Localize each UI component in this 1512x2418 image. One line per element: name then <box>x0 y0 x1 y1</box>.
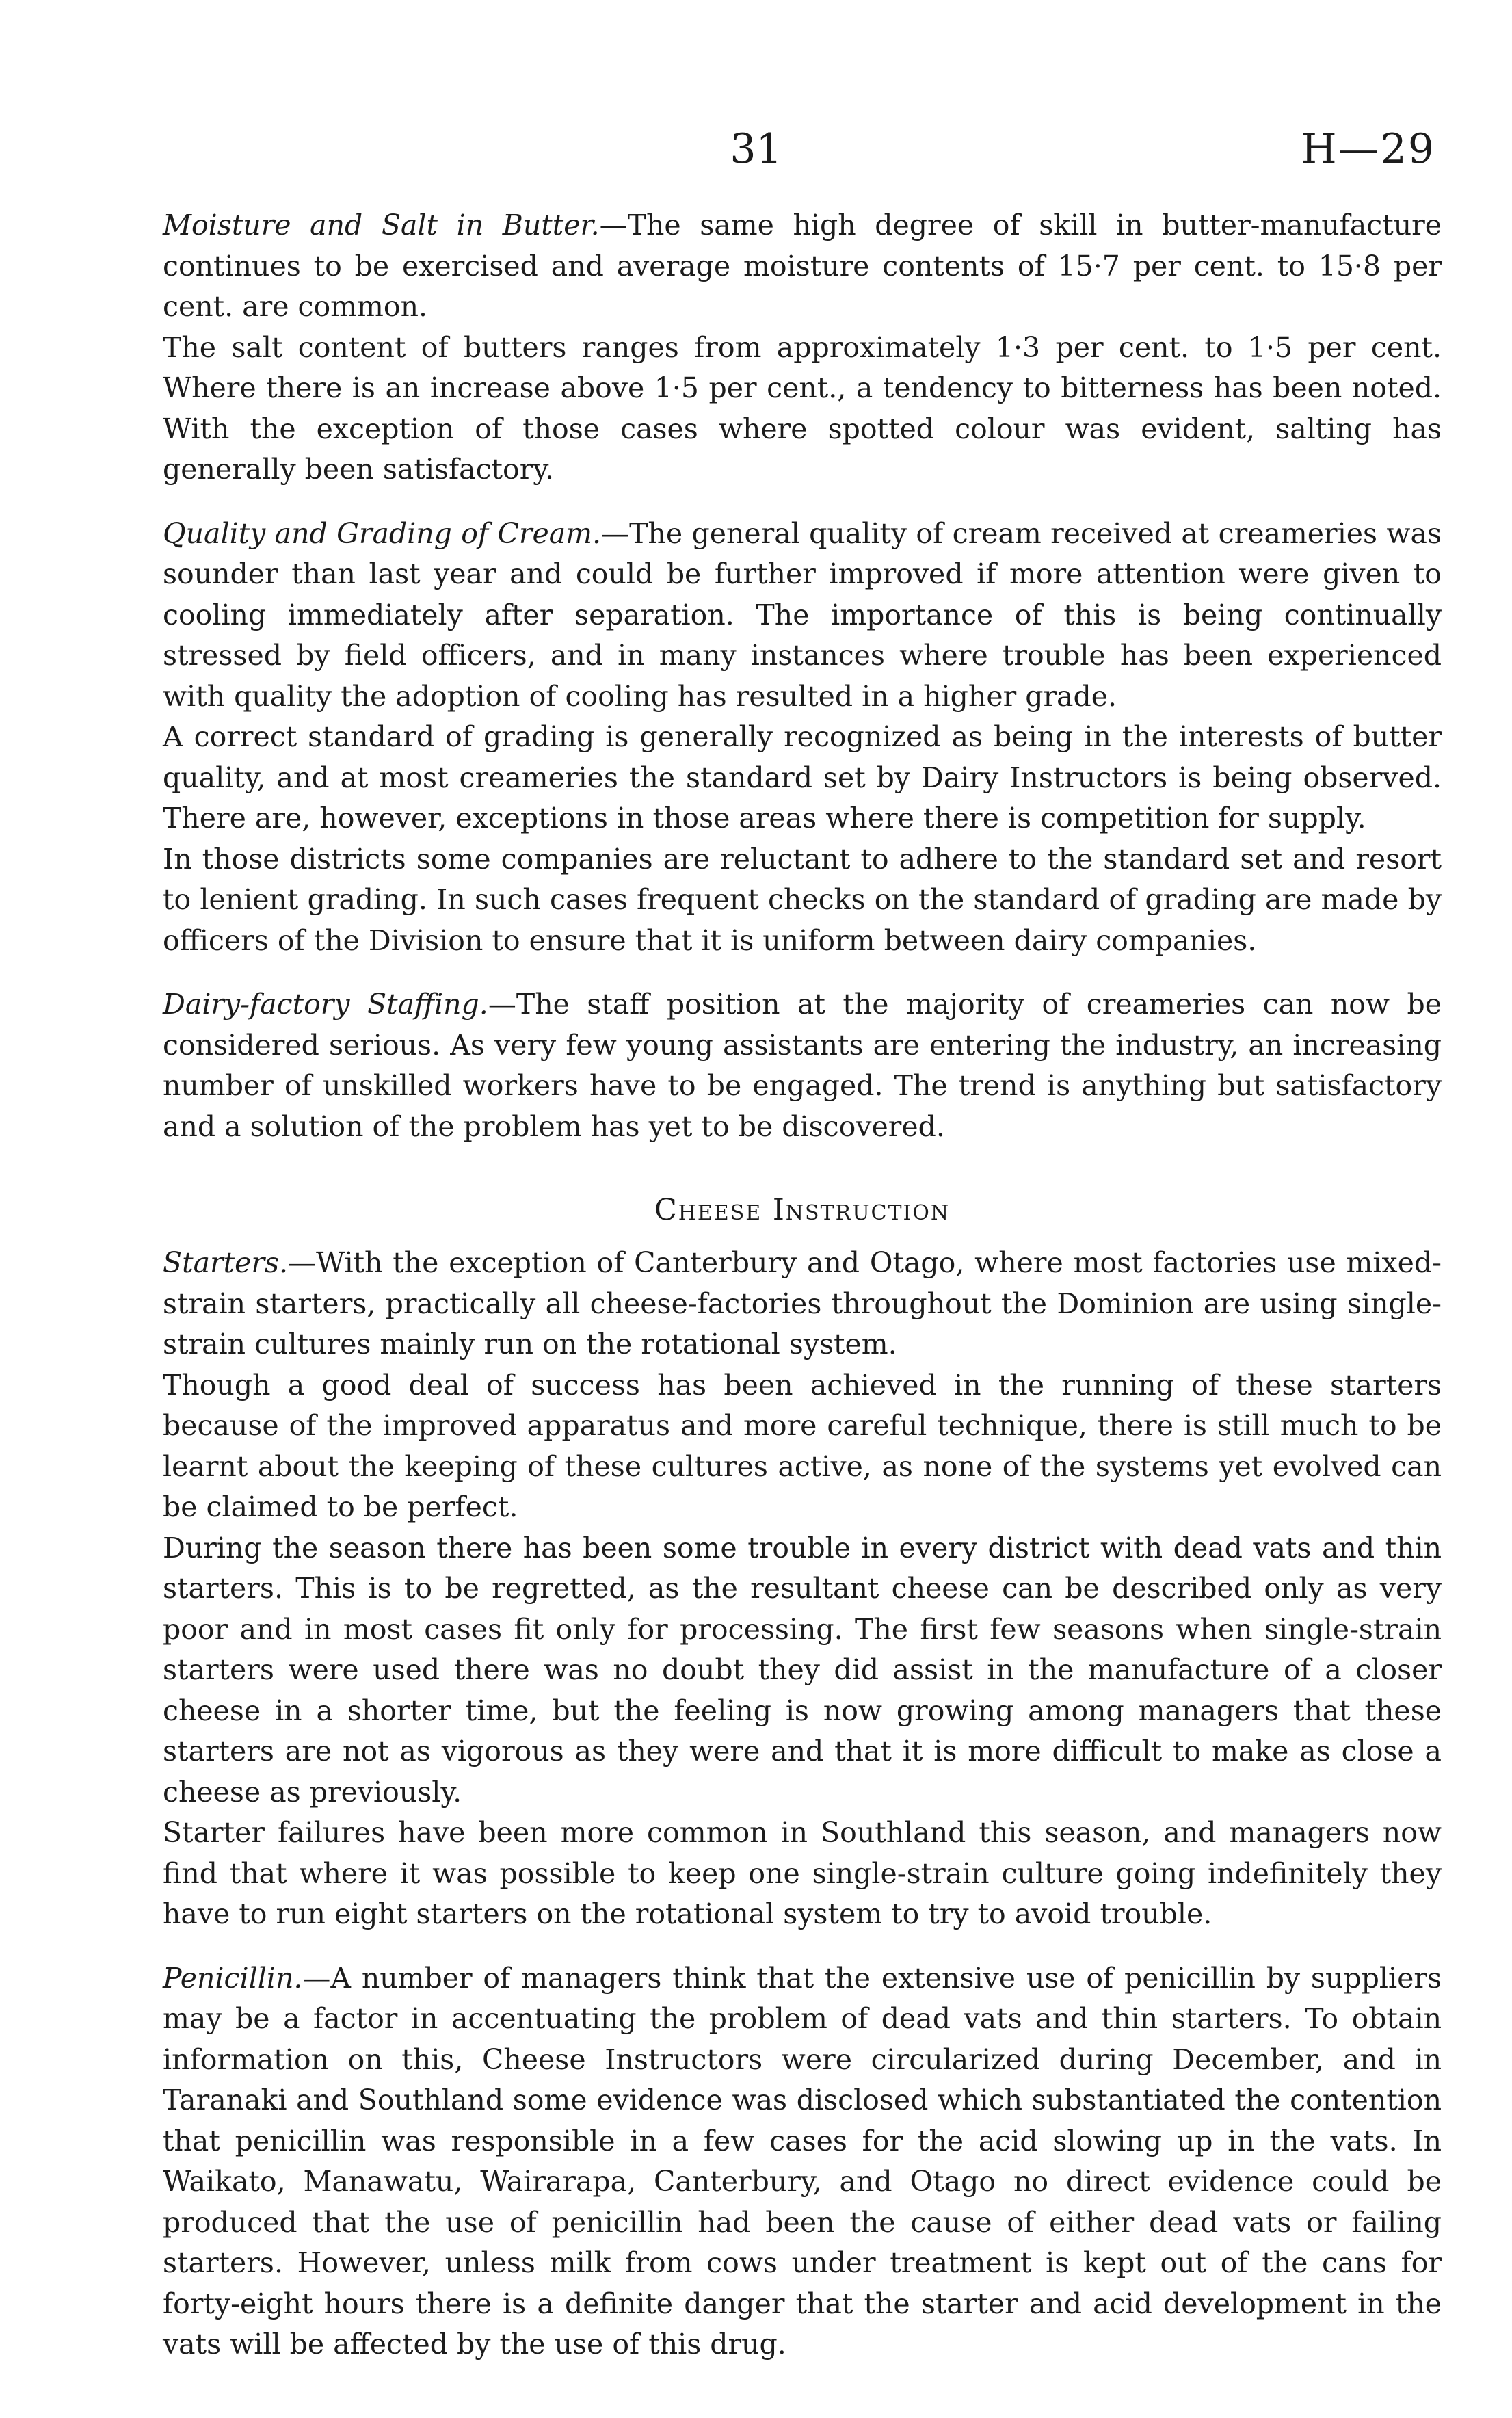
paragraph-starter-success <box>163 1365 1442 1528</box>
paragraph-text: Starter failures have been more common in Southland this season, and managers now find that where it was possible to keep one single-strain culture going indefinitely they have to run eight starters on the rotational system to try to avoid trouble. <box>163 1816 1442 1930</box>
paragraph-text: —With the exception of Canterbury and Otago, where most factories use mixed-strain starters, practically all cheese-factories throughout the Dominion are using single-strain cultures mainly run on the rotational system. <box>163 1246 1442 1361</box>
paragraph-heading: Starters. <box>163 1246 289 1279</box>
paragraph-quality-grading <box>163 514 1442 718</box>
paragraph-heading: Dairy-factory Staffing. <box>163 988 488 1021</box>
paragraph-lenient-grading <box>163 839 1442 962</box>
paragraph-text: —A number of managers think that the extensive use of penicillin by suppliers may be a factor in accentuating the problem of dead vats and thin starters. To obtain information on this, Cheese Instructors were circularized during December, and in Taranaki and Southland some evidence was disclosed which substantiated the contention that penicillin was responsible in a few cases for the acid slowing up in the vats. In Waikato, Manawatu, Wairarapa, Canterbury, and Otago no direct evidence could be produced that the use of penicillin had been the cause of either dead vats or failing starters. However, unless milk from cows under treatment is kept out of the cans for forty-eight hours there is a definite danger that the starter and acid development in the vats will be affected by the use of this drug. <box>163 1961 1442 2361</box>
paragraph-heading: Moisture and Salt in Butter. <box>163 209 600 241</box>
paragraph-heading: Penicillin. <box>163 1961 303 1995</box>
paragraph-text: In those districts some companies are reluctant to adhere to the standard set and resort to lenient grading. In such cases frequent checks on the standard of grading are made by officers of the Division to ensure that it is uniform between dairy companies. <box>163 842 1442 957</box>
paragraph-heading: Quality and Grading of Cream. <box>163 516 602 550</box>
paragraph-dead-vats <box>163 1528 1442 1813</box>
page-reference: H—29 <box>1301 125 1435 173</box>
paragraph-penicillin <box>163 1958 1442 2365</box>
paragraph-starters <box>163 1243 1442 1365</box>
paragraph-text: During the season there has been some trouble in every district with dead vats and thin starters. This is to be regretted, as the resultant cheese can be described only as very poor and in most cases fit only for processing. The first few seasons when single-strain starters were used there was no doubt they did assist in the manufacture of a closer cheese in a shorter time, but the feeling is now growing among managers that these starters are not as vigorous as they were and that it is more difficult to make as close a cheese as previously. <box>163 1531 1442 1809</box>
paragraph-grading-standard <box>163 717 1442 839</box>
page-number: 31 <box>730 125 782 173</box>
paragraph-text: The salt content of butters ranges from approximately 1·3 per cent. to 1·5 per cent. Where there is an increase above 1·5 per cent., a tendency to bitterness has been noted. With the exception of those cases where spotted colour was evident, salting has generally been satisfactory. <box>163 330 1442 486</box>
paragraph-text: —The same high degree of skill in butter-manufacture continues to be exercised and average moisture contents of 15·7 per cent. to 15·8 per cent. are common. <box>163 209 1442 323</box>
section-heading-cheese-instruction: Cheese Instruction <box>654 1193 951 1227</box>
paragraph-text: A correct standard of grading is generally recognized as being in the interests of butter quality, and at most creameries the standard set by Dairy Instructors is being observed. There are, however, exceptions in those areas where there is competition for supply. <box>163 720 1442 835</box>
paragraph-text: Though a good deal of success has been achieved in the running of these starters because of the improved apparatus and more careful technique, there is still much to be learnt about the keeping of these cultures active, as none of the systems yet evolved can be claimed to be perfect. <box>163 1368 1442 1523</box>
paragraph-text: —The staff position at the majority of creameries can now be considered serious. As very few young assistants are entering the industry, an increasing number of unskilled workers have to be engaged. The trend is anything but satisfactory and a solution of the problem has yet to be discovered. <box>163 988 1442 1143</box>
paragraph-salt-content <box>163 328 1442 490</box>
paragraph-staffing <box>163 984 1442 1147</box>
paragraph-text: —The general quality of cream received at creameries was sounder than last year and could be further improved if more attention were given to cooling immediately after separation. The importance of this is being continually stressed by field officers, and in many instances where trouble has been experienced with quality the adoption of cooling has resulted in a higher grade. <box>163 516 1442 713</box>
document-body <box>163 205 1442 2365</box>
paragraph-moisture-salt <box>163 205 1442 328</box>
paragraph-southland-failures <box>163 1813 1442 1935</box>
